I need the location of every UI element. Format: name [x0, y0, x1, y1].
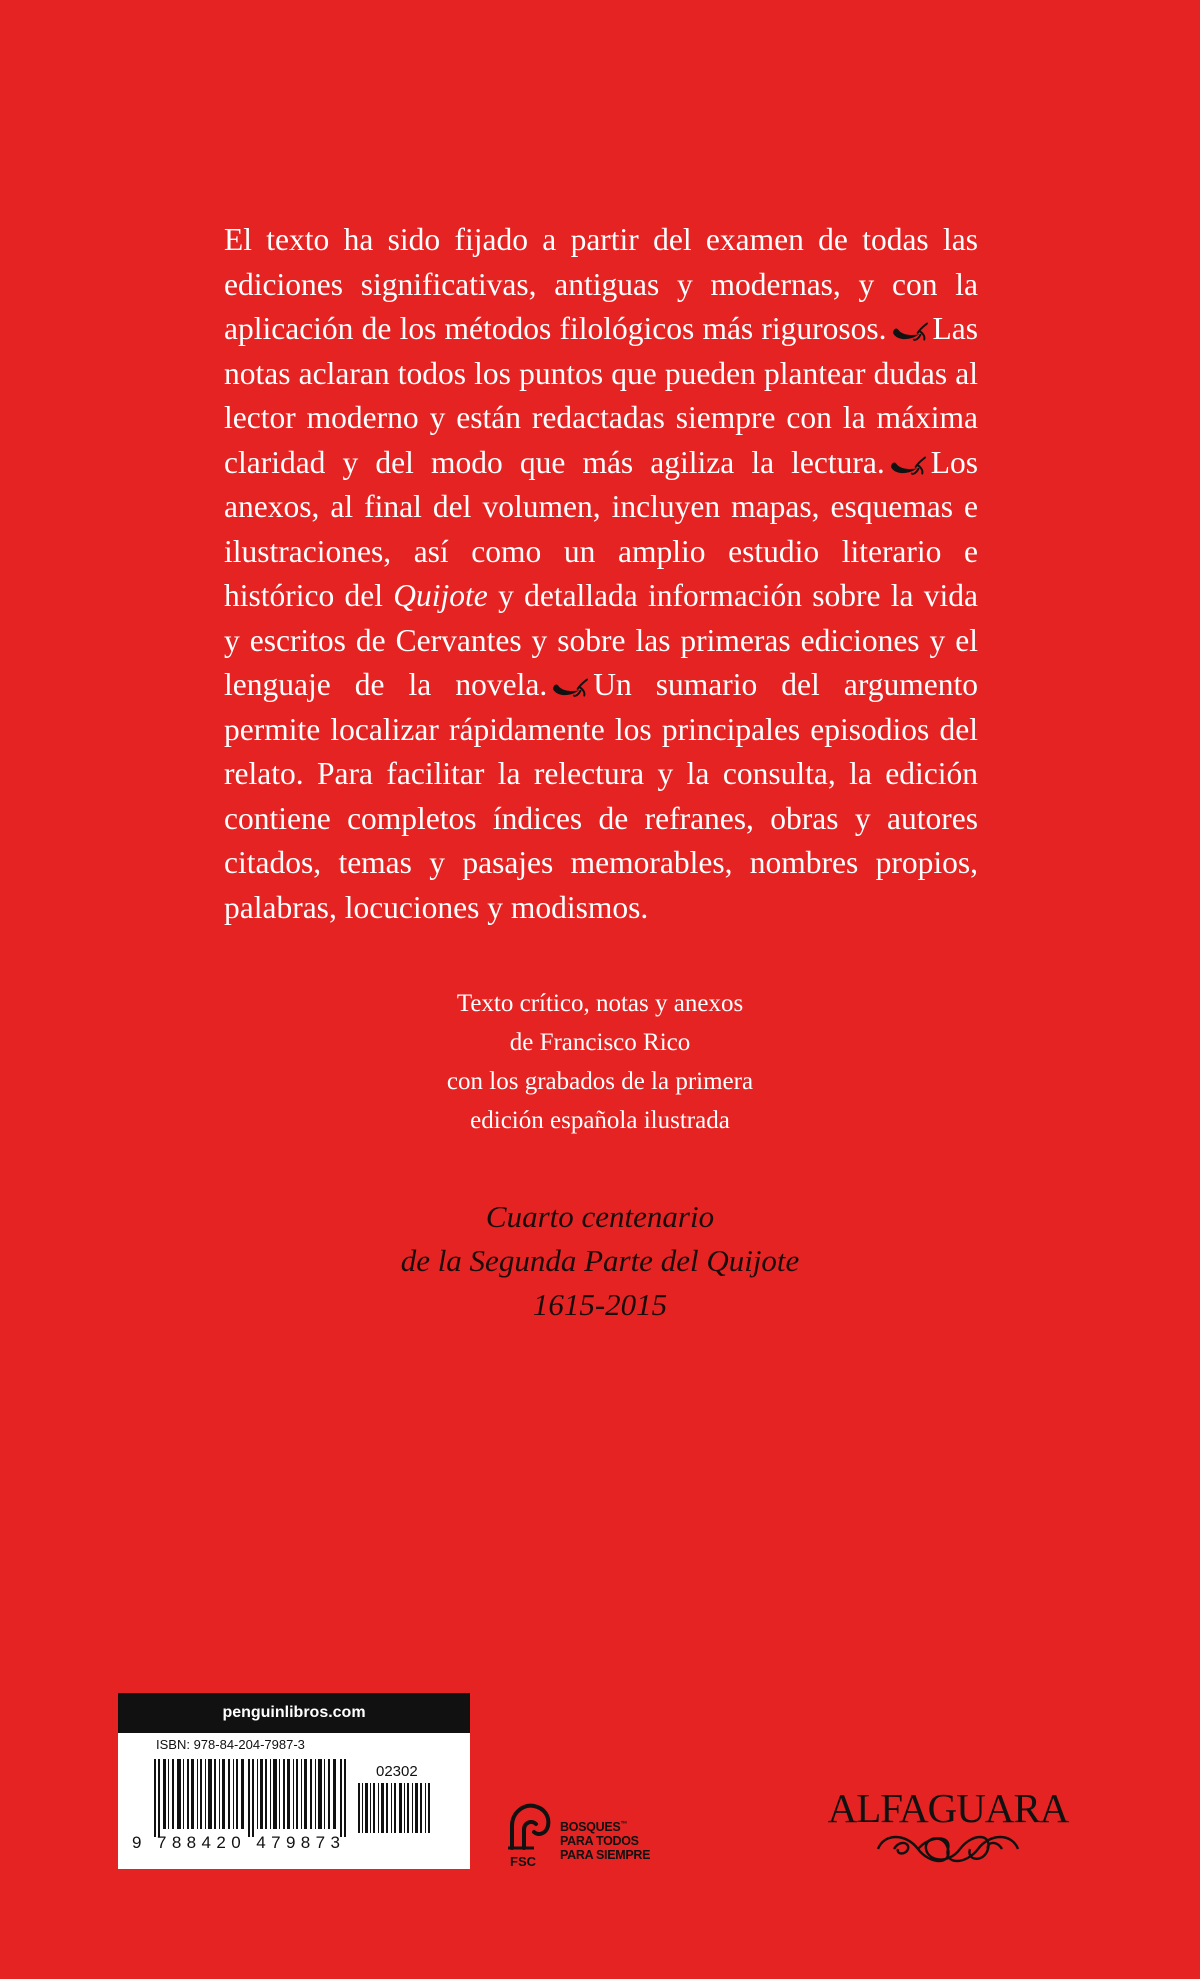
fsc-slogan-line: PARA SIEMPRE — [560, 1848, 651, 1863]
fsc-tree-logo-icon — [504, 1796, 554, 1854]
fsc-label: FSC — [510, 1854, 536, 1869]
publisher-name: ALFAGUARA — [827, 1785, 1069, 1831]
ean-digits: 9 788420 479873 — [132, 1833, 346, 1852]
isbn-text: ISBN: 978-84-204-7987-3 — [156, 1737, 305, 1752]
publisher-website: penguinlibros.com — [118, 1693, 470, 1733]
centenary-years: 1615-2015 — [532, 1287, 668, 1322]
addon-barcode-bars — [358, 1783, 438, 1833]
centenary-line: de la Segunda Parte del Quijote — [400, 1243, 800, 1278]
fsc-slogan-line: PARA TODOS — [560, 1834, 639, 1849]
blurb-title-quijote: Quijote — [393, 578, 488, 613]
centenary-note — [300, 1195, 900, 1327]
back-cover-blurb — [224, 218, 978, 930]
blurb-text-4: Un sumario del argumento permite localizar rápidamente los principales episodios del relato. Para facilitar la relectura y la consulta, la edición contiene completos índices de refranes, obras y autores citados, temas y pasajes memorables, nombres propios, palabras, locuciones y modismos. — [224, 667, 978, 925]
credits-line: edición española ilustrada — [470, 1107, 730, 1134]
chili-pepper-fleuron-icon — [551, 677, 589, 699]
chili-pepper-fleuron-icon — [889, 455, 927, 477]
edition-credits — [340, 984, 860, 1140]
blurb-paragraph — [224, 218, 978, 930]
credits-line: con los grabados de la primera — [446, 1068, 754, 1095]
fsc-slogan-line: BOSQUES — [560, 1820, 621, 1835]
alfaguara-flourish-icon — [874, 1829, 1022, 1869]
ean-barcode-bars — [154, 1759, 354, 1837]
credits-line: de Francisco Rico — [509, 1029, 691, 1056]
fsc-certification — [504, 1796, 694, 1868]
blurb-text-3b: y detallada información sobre la vida y escritos de Cervantes y sobre las primeras ediciones y el lenguaje de la novela. — [224, 578, 979, 702]
blurb-text-1: El texto ha sido fijado a partir del examen de todas las ediciones significativas, antiguas y modernas, y con la aplicación de los métodos filológicos más rigurosos. — [224, 222, 978, 346]
trademark-mark: ™ — [620, 1821, 628, 1828]
blurb-text-2: Las notas aclaran todos los puntos que pueden plantear dudas al lector moderno y están redactadas siempre con la máxima claridad y del modo que más agiliza la lectura. — [224, 311, 978, 480]
blurb-text-3a: Los anexos, al final del volumen, incluyen mapas, esquemas e ilustraciones, así como un amplio estudio literario e histórico del — [224, 444, 978, 613]
chili-pepper-fleuron-icon — [891, 321, 929, 343]
barcode-label — [118, 1693, 470, 1869]
fsc-slogan — [560, 1818, 650, 1862]
credits-line: Texto crítico, notas y anexos — [456, 990, 744, 1017]
barcode-addon-number: 02302 — [376, 1763, 418, 1780]
centenary-line: Cuarto centenario — [485, 1199, 715, 1234]
publisher-logo — [818, 1785, 1078, 1875]
